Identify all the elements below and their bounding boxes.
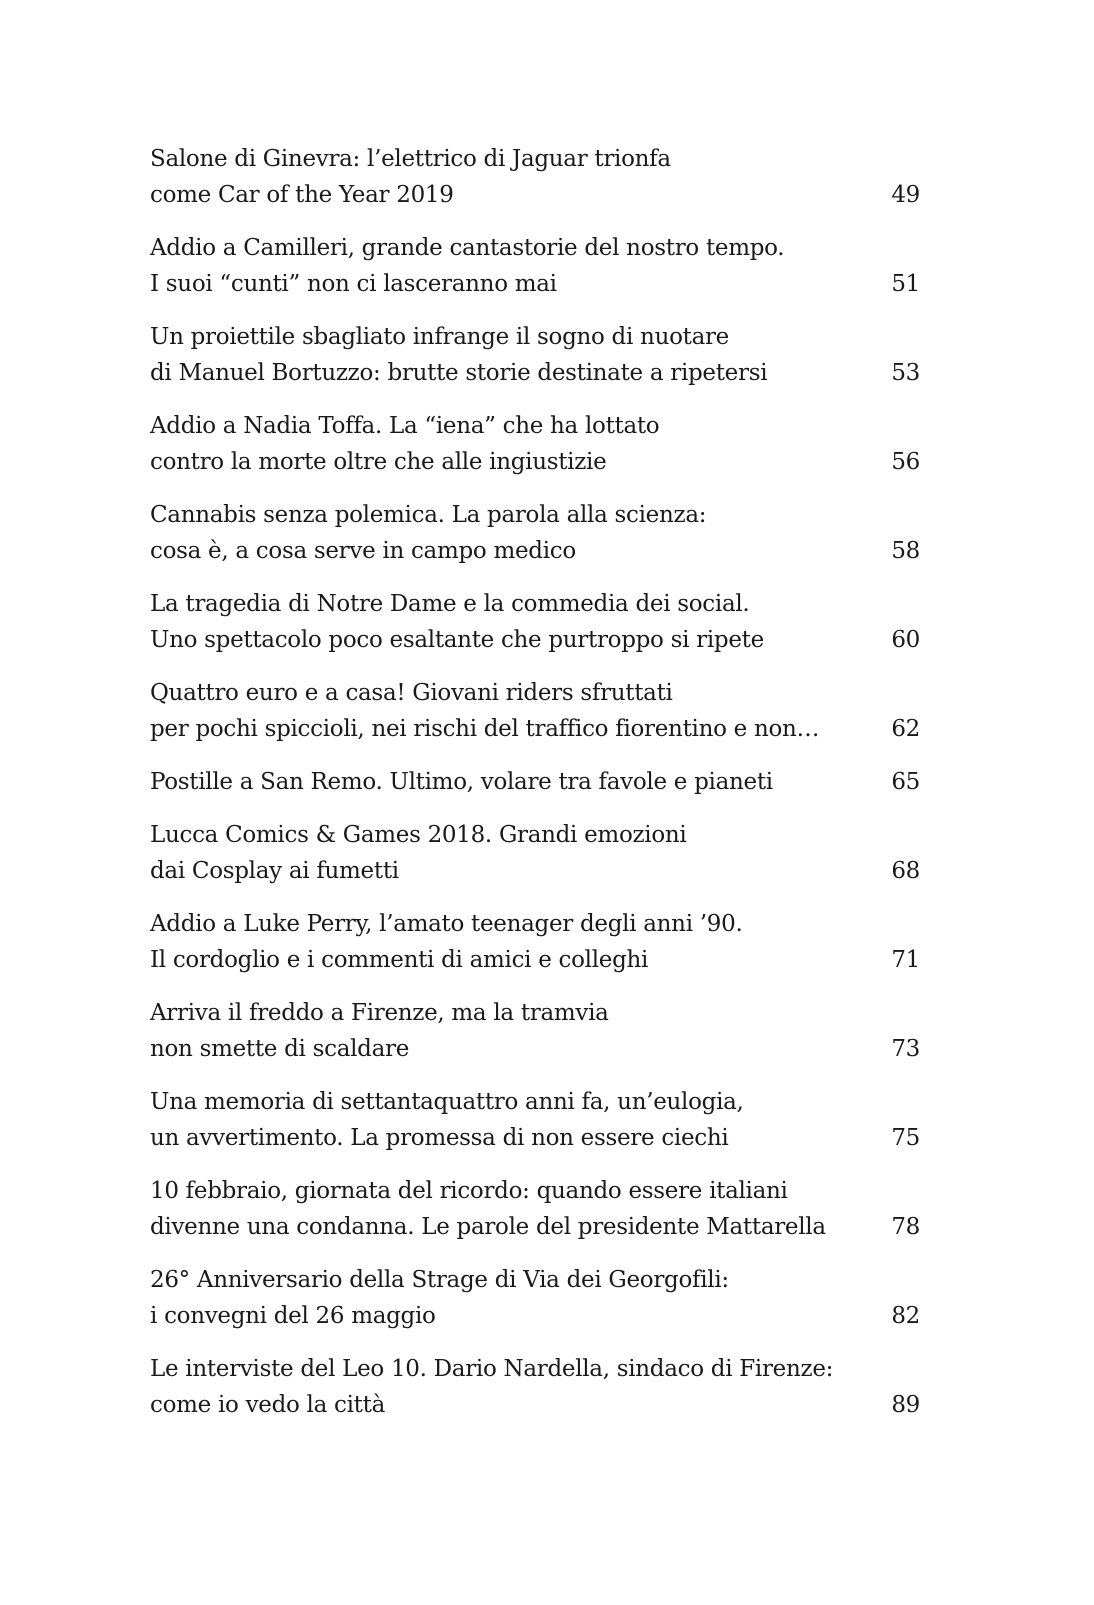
toc-entry-title-line: Addio a Camilleri, grande cantastorie del nostro tempo.: [150, 235, 785, 261]
toc-page-number: 89: [891, 1392, 920, 1418]
toc-entry-title-line: di Manuel Bortuzzo: brutte storie destinate a ripetersi: [150, 360, 768, 386]
toc-entry: [150, 319, 920, 391]
toc-entry: [150, 1173, 920, 1245]
toc-page-number: 56: [891, 449, 920, 475]
toc-page-number: 51: [891, 271, 920, 297]
toc-entry-title-line: Un proiettile sbagliato infrange il sogno di nuotare: [150, 324, 729, 350]
toc-page-number: 65: [891, 769, 920, 795]
toc-entry-title-line: Addio a Nadia Toffa. La “iena” che ha lottato: [150, 413, 660, 439]
toc-entry-title-line: contro la morte oltre che alle ingiustizie: [150, 449, 607, 475]
toc-entry-title-line: Uno spettacolo poco esaltante che purtroppo si ripete: [150, 627, 764, 653]
toc-page-number: 49: [891, 182, 920, 208]
toc-entry-title-line: non smette di scaldare: [150, 1036, 410, 1062]
toc-page-number: 82: [891, 1303, 920, 1329]
toc-page-number: 78: [891, 1214, 920, 1240]
toc-entry: [150, 906, 920, 978]
toc-entry-title-line: per pochi spiccioli, nei rischi del traffico fiorentino e non…: [150, 716, 820, 742]
toc-entry: [150, 817, 920, 889]
toc-entry: [150, 675, 920, 747]
toc-entry: [150, 1084, 920, 1156]
toc-page-number: 53: [891, 360, 920, 386]
toc-entry-title-line: come Car of the Year 2019: [150, 182, 454, 208]
toc-entry-title-line: Salone di Ginevra: l’elettrico di Jaguar trionfa: [150, 146, 671, 172]
toc-page-number: 75: [891, 1125, 920, 1151]
toc-entry-title-line: un avvertimento. La promessa di non essere ciechi: [150, 1125, 729, 1151]
toc-entry-title-line: Lucca Comics & Games 2018. Grandi emozioni: [150, 822, 687, 848]
toc-entry-title-line: cosa è, a cosa serve in campo medico: [150, 538, 576, 564]
toc-entry-title-line: Una memoria di settantaquattro anni fa, un’eulogia,: [150, 1089, 744, 1115]
toc-entry-title-line: La tragedia di Notre Dame e la commedia dei social.: [150, 591, 750, 617]
toc-entry-title-line: Cannabis senza polemica. La parola alla scienza:: [150, 502, 707, 528]
toc-entry: [150, 1351, 920, 1423]
table-of-contents: [150, 141, 920, 1440]
toc-entry-title-line: Postille a San Remo. Ultimo, volare tra favole e pianeti: [150, 769, 773, 795]
toc-entry-title-line: I suoi “cunti” non ci lasceranno mai: [150, 271, 557, 297]
toc-page-number: 73: [891, 1036, 920, 1062]
toc-entry-title-line: 10 febbraio, giornata del ricordo: quando essere italiani: [150, 1178, 788, 1204]
toc-entry: [150, 1262, 920, 1334]
toc-entry: [150, 995, 920, 1067]
toc-entry: [150, 764, 920, 800]
toc-page-number: 60: [891, 627, 920, 653]
toc-page-number: 58: [891, 538, 920, 564]
toc-entry-title-line: divenne una condanna. Le parole del presidente Mattarella: [150, 1214, 826, 1240]
toc-entry: [150, 586, 920, 658]
toc-entry: [150, 408, 920, 480]
toc-entry-title-line: dai Cosplay ai fumetti: [150, 858, 399, 884]
toc-entry-title-line: Arriva il freddo a Firenze, ma la tramvia: [150, 1000, 609, 1026]
toc-entry: [150, 230, 920, 302]
toc-entry-title-line: Le interviste del Leo 10. Dario Nardella, sindaco di Firenze:: [150, 1356, 834, 1382]
toc-entry: [150, 141, 920, 213]
toc-entry-title-line: Quattro euro e a casa! Giovani riders sfruttati: [150, 680, 673, 706]
toc-entry: [150, 497, 920, 569]
toc-entry-title-line: come io vedo la città: [150, 1392, 385, 1418]
toc-entry-title-line: i convegni del 26 maggio: [150, 1303, 436, 1329]
toc-entry-title-line: Addio a Luke Perry, l’amato teenager degli anni ’90.: [150, 911, 743, 937]
toc-page-number: 68: [891, 858, 920, 884]
toc-entry-title-line: Il cordoglio e i commenti di amici e colleghi: [150, 947, 649, 973]
toc-page-number: 62: [891, 716, 920, 742]
toc-entry-title-line: 26° Anniversario della Strage di Via dei Georgofili:: [150, 1267, 729, 1293]
toc-page-number: 71: [891, 947, 920, 973]
